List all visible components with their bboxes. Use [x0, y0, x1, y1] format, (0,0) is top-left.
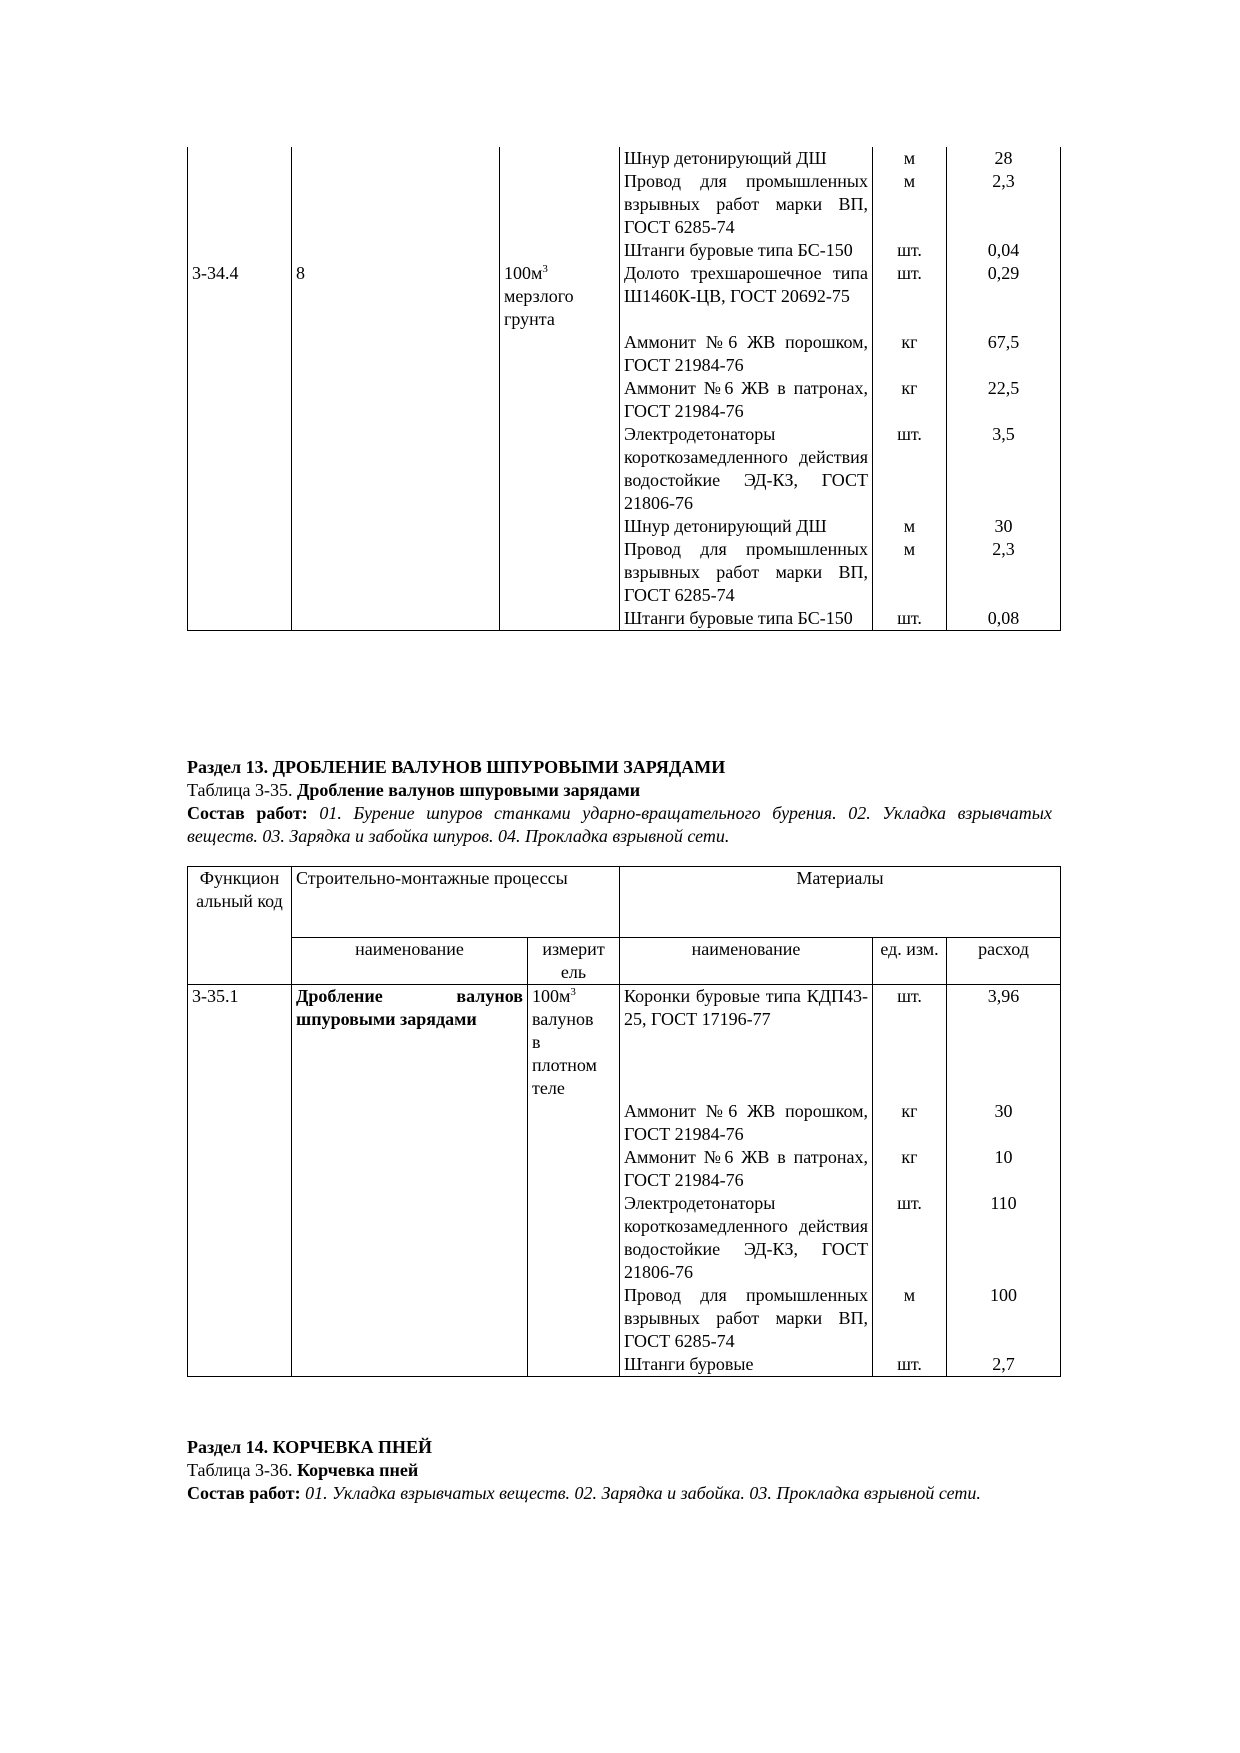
table-row: [188, 239, 1061, 262]
material-qty: 3,5: [947, 423, 1061, 515]
table-row: [188, 331, 1061, 377]
row-process-name: Дробление валунов шпуровыми зарядами: [292, 985, 528, 1101]
material-qty: 2,3: [947, 538, 1061, 607]
material-qty: 0,29: [947, 262, 1061, 331]
material-name: Коронки буровые типа КДП43-25, ГОСТ 17196-77: [620, 985, 873, 1101]
material-qty: 30: [947, 515, 1061, 538]
header-row: [188, 867, 1061, 938]
material-qty: 28: [947, 147, 1061, 170]
material-unit: шт.: [873, 262, 947, 331]
row-number: 8: [292, 262, 500, 331]
material-name: Шнур детонирующий ДШ: [620, 515, 873, 538]
material-name: Шнур детонирующий ДШ: [620, 147, 873, 170]
table-row: [188, 538, 1061, 607]
material-name: Электродетонаторы короткозамедленного действия водостойкие ЭД-КЗ, ГОСТ 21806-76: [620, 423, 873, 515]
material-unit: шт.: [873, 423, 947, 515]
material-qty: 10: [947, 1146, 1061, 1192]
material-unit: м: [873, 515, 947, 538]
table-row: [188, 423, 1061, 515]
material-unit: м: [873, 538, 947, 607]
material-name: Аммонит №6 ЖВ в патронах, ГОСТ 21984-76: [620, 377, 873, 423]
materials-table-3-35: [187, 866, 1061, 1377]
header-consumption: расход: [947, 938, 1061, 985]
material-qty: 2,3: [947, 170, 1061, 239]
material-name: Аммонит №6 ЖВ порошком, ГОСТ 21984-76: [620, 331, 873, 377]
material-name: Провод для промышленных взрывных работ марки ВП, ГОСТ 6285-74: [620, 1284, 873, 1353]
table-row: [188, 607, 1061, 631]
code-cell: [188, 147, 292, 170]
header-unit: ед. изм.: [873, 938, 947, 985]
material-qty: 67,5: [947, 331, 1061, 377]
material-qty: 110: [947, 1192, 1061, 1284]
material-name: Штанги буровые: [620, 1353, 873, 1377]
material-name: Штанги буровые типа БС-150: [620, 607, 873, 631]
header-mat-name: наименование: [620, 938, 873, 985]
material-unit: м: [873, 170, 947, 239]
table-row: [188, 1353, 1061, 1377]
unit-cell: [500, 147, 620, 170]
works-label: Состав работ:: [187, 803, 308, 823]
header-materials: Материалы: [620, 867, 1061, 938]
table-row: [188, 1100, 1061, 1146]
table-3-36-caption: [187, 1459, 1052, 1482]
material-qty: 100: [947, 1284, 1061, 1353]
number-cell: [292, 147, 500, 170]
table-row: [188, 262, 1061, 331]
material-unit: кг: [873, 331, 947, 377]
row-code: 3-35.1: [188, 985, 292, 1101]
row-unit: $100м^3$ мерзлого грунта: [500, 262, 620, 331]
material-name: Электродетонаторы короткозамедленного действия водостойкие ЭД-КЗ, ГОСТ 21806-76: [620, 1192, 873, 1284]
material-name: Провод для промышленных взрывных работ марки ВП, ГОСТ 6285-74: [620, 538, 873, 607]
material-qty: 30: [947, 1100, 1061, 1146]
table-row: [188, 985, 1061, 1101]
material-unit: шт.: [873, 1192, 947, 1284]
table-row: [188, 1146, 1061, 1192]
table-row: [188, 377, 1061, 423]
header-name: наименование: [292, 938, 528, 985]
material-name: Долото трехшарошечное типа Ш1460К-ЦВ, ГОСТ 20692-75: [620, 262, 873, 331]
material-unit: шт.: [873, 239, 947, 262]
material-unit: шт.: [873, 607, 947, 631]
table-3-35-caption: [187, 779, 1052, 802]
material-qty: 3,96: [947, 985, 1061, 1101]
section-13-heading: Раздел 13. ДРОБЛЕНИЕ ВАЛУНОВ ШПУРОВЫМИ ЗАРЯДАМИ: [187, 757, 726, 777]
table-row: [188, 147, 1061, 170]
material-unit: м: [873, 147, 947, 170]
material-unit: кг: [873, 1100, 947, 1146]
material-qty: 22,5: [947, 377, 1061, 423]
material-unit: шт.: [873, 1353, 947, 1377]
material-unit: кг: [873, 1146, 947, 1192]
material-name: Аммонит №6 ЖВ порошком, ГОСТ 21984-76: [620, 1100, 873, 1146]
material-name: Аммонит №6 ЖВ в патронах, ГОСТ 21984-76: [620, 1146, 873, 1192]
works-composition: [187, 1482, 1052, 1505]
row-code: 3-34.4: [192, 263, 239, 283]
works-text: 01. Бурение шпуров станками ударно-вращательного бурения. 02. Укладка взрывчатых веществ. 03. Зарядка и забойка шпуров. 04. Прокладка взрывной сети.: [187, 803, 1052, 846]
works-text: 01. Укладка взрывчатых веществ. 02. Зарядка и забойка. 03. Прокладка взрывной сети.: [305, 1483, 981, 1503]
material-unit: шт.: [873, 985, 947, 1101]
table-row: [188, 170, 1061, 239]
table-row: [188, 1284, 1061, 1353]
material-qty: 0,08: [947, 607, 1061, 631]
header-func-code: Функцион альный код: [188, 867, 292, 985]
table-row: [188, 515, 1061, 538]
header-processes: Строительно-монтажные процессы: [292, 867, 620, 938]
section-14-heading: Раздел 14. КОРЧЕВКА ПНЕЙ: [187, 1437, 432, 1457]
table-row: [188, 1192, 1061, 1284]
header-row: [188, 938, 1061, 985]
material-unit: м: [873, 1284, 947, 1353]
material-qty: 2,7: [947, 1353, 1061, 1377]
materials-table-3-34: [187, 147, 1061, 631]
material-name: Провод для промышленных взрывных работ марки ВП, ГОСТ 6285-74: [620, 170, 873, 239]
row-meter: $100м^3$ валунов в плотном теле: [528, 985, 620, 1101]
works-label: Состав работ:: [187, 1483, 301, 1503]
table-prefix: Таблица 3-35.: [187, 780, 293, 800]
material-unit: кг: [873, 377, 947, 423]
material-qty: 0,04: [947, 239, 1061, 262]
material-name: Штанги буровые типа БС-150: [620, 239, 873, 262]
works-composition: [187, 802, 1052, 848]
table-title: Дробление валунов шпуровыми зарядами: [296, 780, 641, 800]
header-meter: измерит ель: [528, 938, 620, 985]
table-prefix: Таблица 3-36.: [187, 1460, 293, 1480]
table-title: Корчевка пней: [296, 1460, 419, 1480]
